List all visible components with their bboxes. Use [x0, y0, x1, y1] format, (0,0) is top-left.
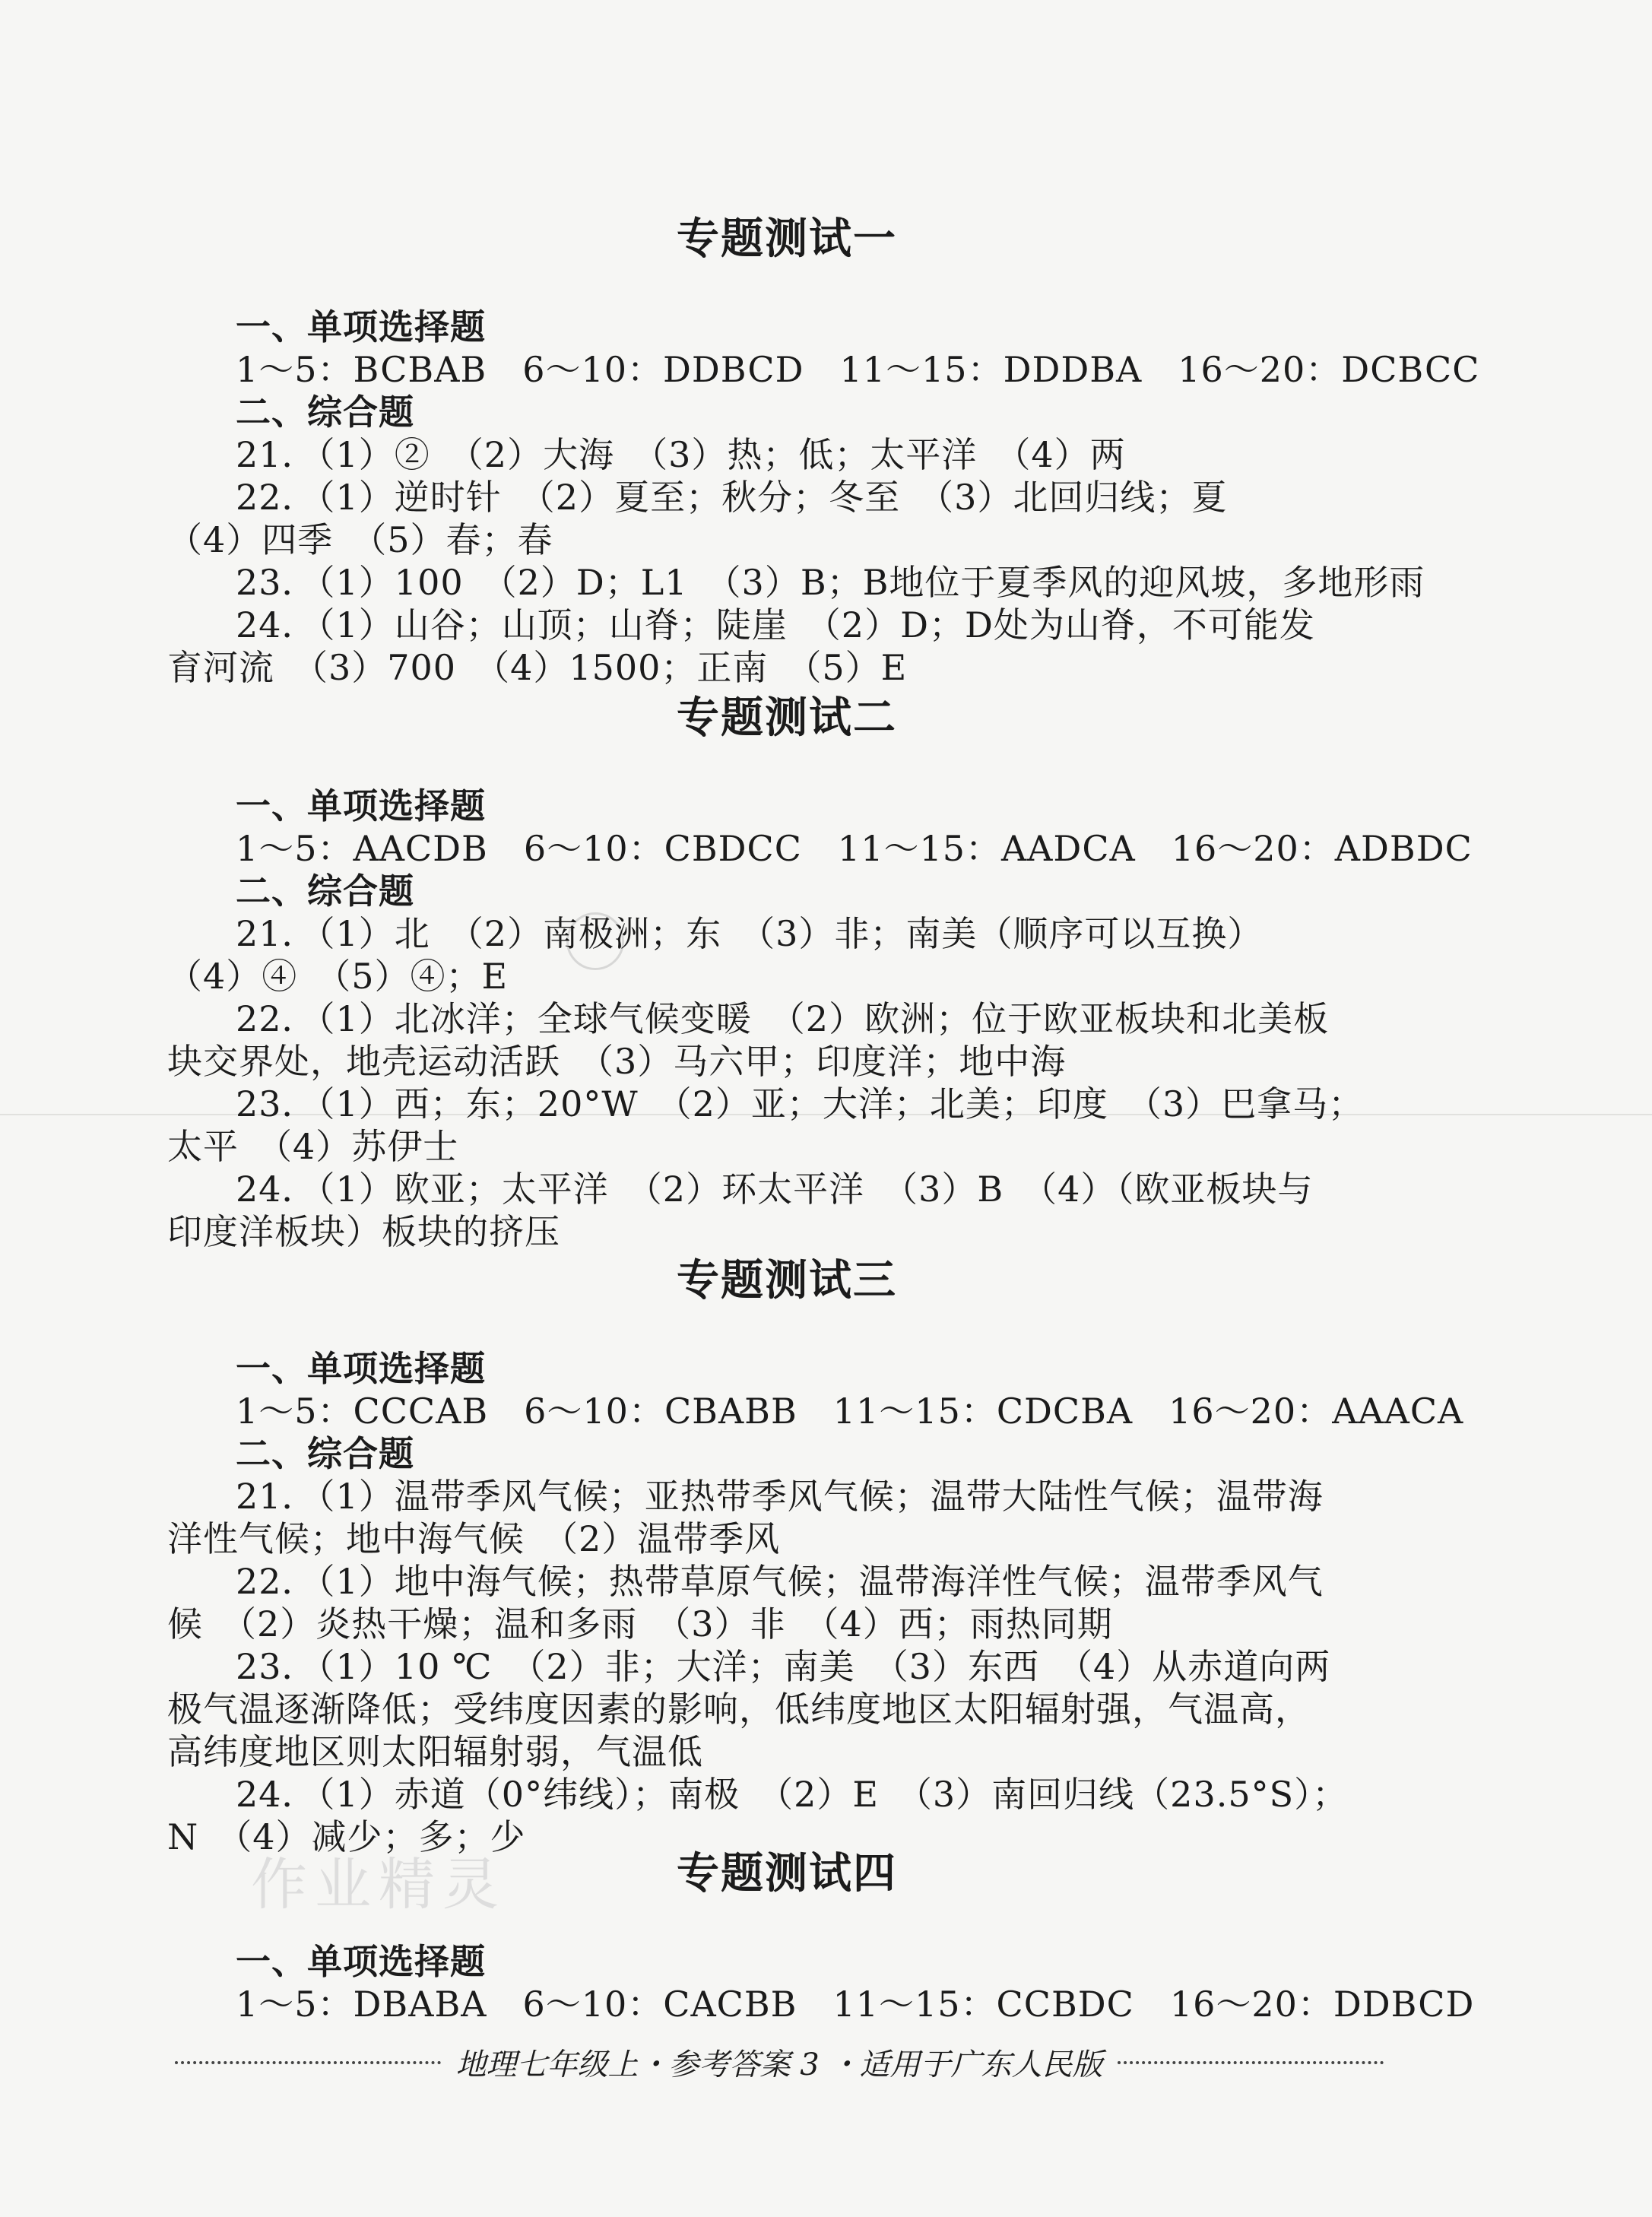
line: 24．（1）欧亚；太平洋 （2）环太平洋 （3）B （4）（欧亚板块与 — [236, 1169, 1314, 1210]
line: （4）四季 （5）春；春 — [167, 519, 553, 560]
line: （4）④ （5）④；E — [167, 956, 509, 997]
line: 极气温逐渐降低；受纬度因素的影响，低纬度地区太阳辐射强，气温高， — [167, 1689, 1311, 1730]
line: 一、单项选择题 — [236, 1941, 486, 1982]
line: 块交界处，地壳运动活跃 （3）马六甲；印度洋；地中海 — [167, 1041, 1067, 1082]
line: 太平 （4）苏伊士 — [167, 1126, 459, 1167]
line: 23．（1）100 （2）D；L1 （3）B；B地位于夏季风的迎风坡，多地形雨 — [236, 562, 1425, 603]
line: 1～5：AACDB 6～10：CBDCC 11～15：AADCA 16～20：ADBDC — [236, 828, 1473, 869]
watermark: 作业精灵 — [251, 1852, 506, 1917]
line: 印度洋板块）板块的挤压 — [167, 1211, 560, 1252]
line: 24．（1）山谷；山顶；山脊；陡崖 （2）D；D处为山脊，不可能发 — [236, 604, 1315, 645]
line: 二、综合题 — [236, 871, 414, 912]
line: 21．（1）温带季风气候；亚热带季风气候；温带大陆性气候；温带海 — [236, 1476, 1324, 1517]
line: 高纬度地区则太阳辐射弱，气温低 — [167, 1731, 703, 1772]
section-title: 专题测试二 — [677, 693, 897, 743]
section-3 — [167, 1247, 1464, 1858]
footer-text: 地理七年级上・参考答案 3 ・适用于广东人民版 — [455, 2047, 1103, 2082]
line: 22．（1）逆时针 （2）夏至；秋分；冬至 （3）北回归线；夏 — [236, 477, 1228, 518]
line: 22．（1）地中海气候；热带草原气候；温带海洋性气候；温带季风气 — [236, 1561, 1324, 1602]
line: 21．（1）② （2）大海 （3）热；低；太平洋 （4）两 — [236, 434, 1126, 475]
line: 育河流 （3）700 （4）1500；正南 （5）E — [167, 647, 908, 688]
section-4 — [167, 1840, 1475, 2025]
line: 24．（1）赤道（0°纬线）；南极 （2）E （3）南回归线（23.5°S）； — [236, 1774, 1349, 1815]
line: 1～5：CCCAB 6～10：CBABB 11～15：CDCBA 16～20：AAACA — [236, 1391, 1464, 1432]
footer-dots-left — [175, 2061, 441, 2064]
line: 二、综合题 — [236, 392, 414, 433]
line: 1～5：DBABA 6～10：CACBB 11～15：CCBDC 16～20：DDBCD — [236, 1984, 1475, 2025]
line: 一、单项选择题 — [236, 306, 486, 347]
section-2 — [167, 684, 1473, 1253]
section-1 — [167, 205, 1480, 689]
footer-dots-right — [1118, 2061, 1384, 2064]
line: N （4）减少；多；少 — [167, 1816, 526, 1857]
line: 候 （2）炎热干燥；温和多雨 （3）非 （4）西；雨热同期 — [167, 1603, 1113, 1645]
line: 1～5：BCBAB 6～10：DDBCD 11～15：DDDBA 16～20：DCBCC — [236, 349, 1480, 390]
line: 洋性气候；地中海气候 （2）温带季风 — [167, 1518, 781, 1559]
footer — [160, 2041, 1399, 2084]
section-title: 专题测试三 — [677, 1255, 897, 1305]
line: 二、综合题 — [236, 1433, 414, 1474]
section-title: 专题测试四 — [677, 1848, 897, 1898]
line: 23．（1）西；东；20°W （2）亚；大洋；北美；印度 （3）巴拿马； — [236, 1083, 1365, 1124]
section-title: 专题测试一 — [677, 214, 897, 264]
line: 23．（1）10 ℃ （2）非；大洋；南美 （3）东西 （4）从赤道向两 — [236, 1646, 1331, 1687]
line: 一、单项选择题 — [236, 1348, 486, 1389]
line: 22．（1）北冰洋；全球气候变暖 （2）欧洲；位于欧亚板块和北美板 — [236, 998, 1330, 1039]
line: 一、单项选择题 — [236, 785, 486, 826]
line: 21．（1）北 （2）南极洲；东 （3）非；南美（顺序可以互换） — [236, 913, 1264, 954]
